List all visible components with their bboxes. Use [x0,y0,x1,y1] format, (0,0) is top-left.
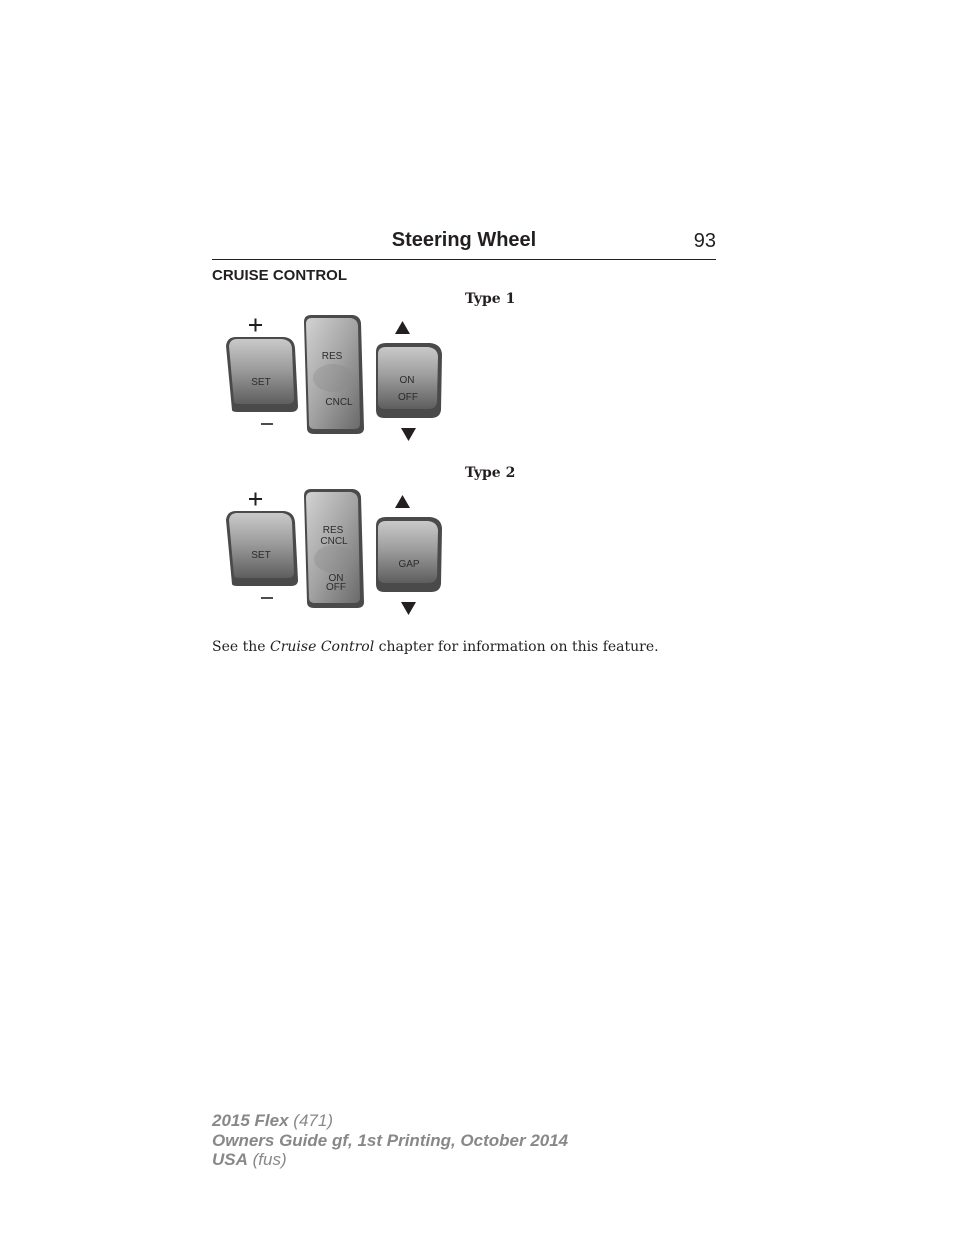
set-button[interactable] [226,337,298,412]
page-footer [212,1111,568,1170]
down-arrow-icon [401,428,416,441]
down-arrow-icon [401,602,416,615]
up-arrow-icon [395,495,410,508]
footer-line-region: USA (fus) [212,1150,287,1169]
header-rule [212,259,716,260]
gap-button[interactable] [376,495,442,615]
on-label: ON [399,375,415,386]
page-header-title: Steering Wheel [391,229,537,251]
set-label: SET [251,377,271,388]
cruise-control-switch-figure-type-1 [218,310,450,442]
gap-label: GAP [398,559,420,570]
on-off-button[interactable] [376,321,442,441]
set-button[interactable] [226,511,298,586]
off-label: OFF [326,582,346,593]
chapter-reference: Cruise Control [270,639,375,655]
plus-icon [249,493,262,506]
section-heading: CRUISE CONTROL [212,267,347,284]
figure-caption-type-1: Type 1 [465,291,516,307]
res-cncl-on-off-rocker[interactable] [304,489,364,608]
cncl-label: CNCL [320,536,348,547]
body-paragraph: See the Cruise Control chapter for information on this feature. [212,639,659,655]
up-arrow-icon [395,321,410,334]
off-label: OFF [398,392,418,403]
res-label: RES [322,525,344,536]
footer-line-guide: Owners Guide gf, 1st Printing, October 2014 [212,1130,569,1150]
page-number: 93 [693,230,716,252]
set-label: SET [251,550,271,561]
plus-icon [249,319,262,332]
cruise-control-switch-figure-type-2 [218,484,450,616]
footer-line-model: 2015 Flex (471) [212,1111,333,1130]
res-cncl-rocker[interactable] [304,315,364,434]
cncl-label: CNCL [325,397,353,408]
figure-caption-type-2: Type 2 [465,465,516,481]
on-label: ON [328,573,344,584]
res-label: RES [321,351,343,362]
